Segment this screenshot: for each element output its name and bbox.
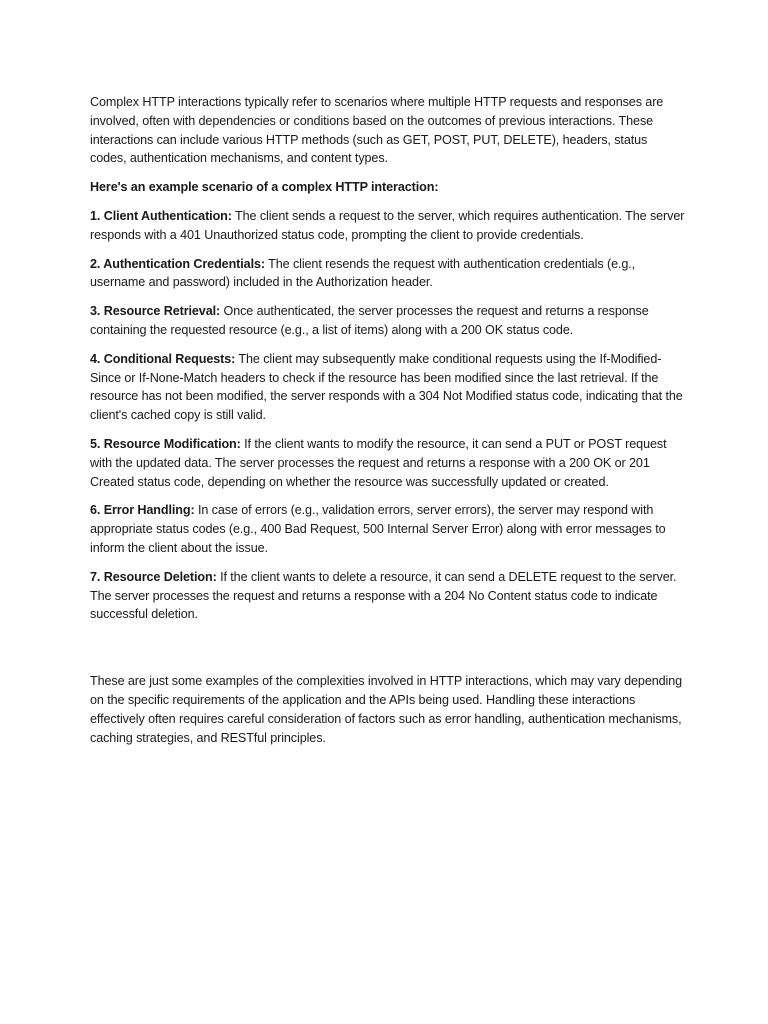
step-item [90,207,685,245]
step-text: If the client wants to delete a resource, it can send a DELETE request to the server. The server processes the request and returns a response with a 204 No Content status code to indicate successful deletion. [90,569,677,622]
step-title: 7. Resource Deletion: [90,569,217,584]
step-item [90,501,685,557]
step-item [90,350,685,425]
step-title: 2. Authentication Credentials: [90,256,265,271]
step-text: If the client wants to modify the resource, it can send a PUT or POST request with the updated data. The server processes the request and returns a response with a 200 OK or 201 Created status code, depending on whether the resource was successfully updated or created. [90,436,667,489]
step-title: 6. Error Handling: [90,503,195,518]
step-title: 1. Client Authentication: [90,208,232,223]
step-text: Once authenticated, the server processes the request and returns a response containing the requested resource (e.g., a list of items) along with a 200 OK status code. [90,304,649,337]
step-item [90,302,685,340]
step-text: In case of errors (e.g., validation errors, server errors), the server may respond with appropriate status codes (e.g., 400 Bad Request, 500 Internal Server Error) along with error messages to inform the client about the issue. [90,503,666,555]
scenario-heading: Here's an example scenario of a complex HTTP interaction: [90,180,439,195]
step-title: 5. Resource Modification: [90,436,241,451]
step-text: The client may subsequently make conditional requests using the If-Modified-Since or If-None-Match headers to check if the resource has been modified since the last retrieval. If the resource has not been modified, the server responds with a 304 Not Modified status code, indicating that the client's cached copy is still valid. [90,351,683,423]
step-item [90,435,685,491]
step-item [90,568,685,624]
step-title: 4. Conditional Requests: [90,351,236,366]
document-page [90,93,685,757]
paragraph-spacer [90,634,685,672]
intro-paragraph: Complex HTTP interactions typically refer to scenarios where multiple HTTP requests and responses are involved, often with dependencies or conditions based on the outcomes of previous interactions. These interactions can include various HTTP methods (such as GET, POST, PUT, DELETE), headers, status codes, authentication mechanisms, and content types. [90,95,664,166]
step-title: 3. Resource Retrieval: [90,304,221,319]
step-item [90,255,685,293]
step-text: The client resends the request with authentication credentials (e.g., username and password) included in the Authorization header. [90,256,636,290]
step-text: The client sends a request to the server, which requires authentication. The server responds with a 401 Unauthorized status code, prompting the client to provide credentials. [90,208,685,242]
conclusion-paragraph: These are just some examples of the complexities involved in HTTP interactions, which may vary depending on the specific requirements of the application and the APIs being used. Handling these interactions effectively often requires careful consideration of factors such as error handling, authentication mechanisms, caching strategies, and RESTful principles. [90,674,683,745]
